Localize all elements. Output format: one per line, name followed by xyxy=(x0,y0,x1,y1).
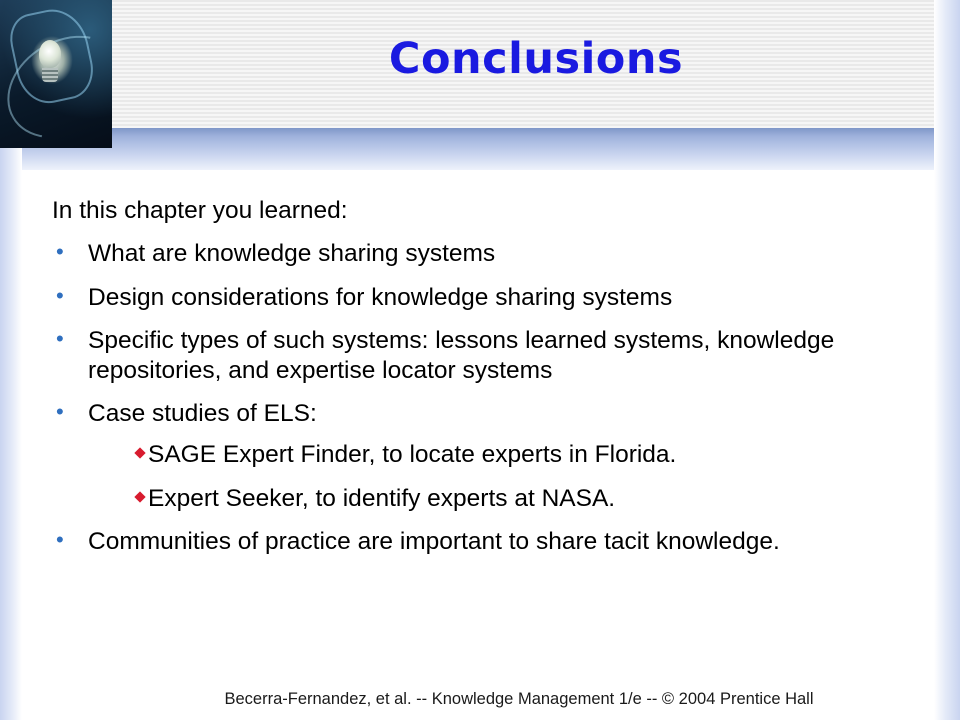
bullet-item-case-studies xyxy=(52,399,910,513)
bullet-text: Design considerations for knowledge sharing systems xyxy=(88,283,673,311)
bullet-dot-icon: • xyxy=(56,527,64,553)
bullet-list xyxy=(52,239,910,556)
bullet-text: Specific types of such systems: lessons learned systems, knowledge repositories, and expertise locator systems xyxy=(88,327,835,384)
bullet-text: Case studies of ELS: xyxy=(88,399,317,427)
bullet-item xyxy=(52,326,910,385)
footer-citation: Becerra-Fernandez, et al. -- Knowledge Management 1/e -- © 2004 Prentice Hall xyxy=(224,690,814,708)
case-study-item xyxy=(88,440,910,469)
bullet-dot-icon: • xyxy=(56,282,64,308)
slide-content xyxy=(52,196,910,571)
case-study-text: SAGE Expert Finder, to locate experts in Florida. xyxy=(148,441,677,469)
right-edge-gradient xyxy=(934,0,960,720)
header-divider xyxy=(0,128,960,170)
bullet-item xyxy=(52,239,910,268)
bullet-dot-icon: • xyxy=(56,239,64,265)
intro-text: In this chapter you learned: xyxy=(52,197,348,224)
bullet-dot-icon: • xyxy=(56,326,64,352)
bullet-text: Communities of practice are important to share tacit knowledge. xyxy=(88,528,780,556)
bullet-item xyxy=(52,283,910,312)
bullet-dot-icon: • xyxy=(56,398,64,424)
bullet-item xyxy=(52,527,910,556)
red-diamond-icon xyxy=(134,491,145,502)
red-diamond-icon xyxy=(134,448,145,459)
case-study-text: Expert Seeker, to identify experts at NASA. xyxy=(148,484,616,512)
case-study-list xyxy=(88,440,910,513)
bullet-text: What are knowledge sharing systems xyxy=(88,240,496,268)
case-study-item xyxy=(88,484,910,513)
slide-title: Conclusions xyxy=(388,34,684,84)
